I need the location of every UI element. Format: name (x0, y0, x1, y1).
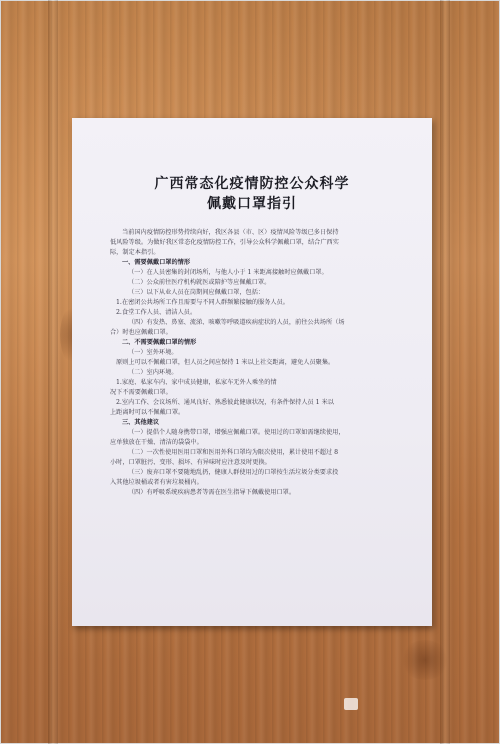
posted-notice (72, 118, 432, 626)
notice-subtitle: 佩戴口罩指引 (207, 196, 297, 212)
notice-paragraph: 合）时也应佩戴口罩。 (110, 329, 172, 336)
notice-paragraph: （一）室外环境。 (128, 349, 178, 356)
section-heading: 三、其他建议 (122, 419, 160, 426)
notice-paragraph: （二）一次性使用医用口罩和医用外科口罩均为限次使用，累计使用不超过 8 (128, 449, 339, 456)
section-heading: 二、不需要佩戴口罩的情形 (122, 339, 197, 346)
notice-paragraph: 原则上可以不佩戴口罩，但人员之间应保持 1 米以上社交距离，避免人员聚集。 (116, 359, 335, 366)
notice-paragraph: （四）有呼吸系统疾病患者等需在医生指导下佩戴使用口罩。 (128, 489, 296, 496)
notice-paragraph: （二）室内环境。 (128, 369, 178, 376)
notice-paragraph: 况下不需要佩戴口罩。 (110, 389, 172, 396)
notice-paragraph: 低风险等级。为做好我区常态化疫情防控工作，引导公众科学佩戴口罩，结合广西实 (110, 239, 339, 246)
notice-paragraph: （四）有发热、鼻塞、流涕、咳嗽等呼吸道疾病症状的人员，前往公共场所（场 (128, 319, 345, 326)
notice-paragraph: （三）废弃口罩不要随地乱扔，健康人群使用过的口罩按生活垃圾分类要求投 (128, 469, 339, 476)
door-panel-edge-right (440, 0, 450, 744)
notice-title: 广西常态化疫情防控公众科学 (154, 176, 350, 192)
notice-paragraph: 2.室内工作、会议场所、通风良好、熟悉彼此健康状况，有条件保持人员 1 米以 (116, 399, 334, 406)
notice-paragraph: 际，制定本指引。 (110, 249, 160, 256)
notice-paragraph: （一）提倡个人随身携带口罩，增强应佩戴口罩。使用过的口罩如需继续使用， (128, 429, 345, 436)
notice-paragraph: 当前国内疫情防控形势持续向好，我区各县（市、区）疫情风险等级已多日保持 (122, 229, 339, 236)
wood-knot (400, 640, 450, 680)
notice-paragraph: （三）以下从业人员在岗期间应佩戴口罩，包括： (128, 289, 265, 296)
tape-scrap (344, 698, 358, 710)
door-panel-edge-left (48, 0, 58, 744)
notice-paragraph: （一）在人员密集的封闭场所，与他人小于 1 米距离接触时应佩戴口罩。 (128, 269, 328, 276)
notice-paragraph: 入其他垃圾桶或者有害垃圾桶内。 (110, 479, 203, 486)
notice-paragraph: 上距离时可以不佩戴口罩。 (110, 409, 185, 416)
section-heading: 一、需要佩戴口罩的情形 (122, 259, 191, 266)
notice-paragraph: 1.家庭、私家车内、家中成员健康，私家车无外人乘坐的情 (116, 379, 277, 386)
notice-paragraph: 小时，口罩脏污、变形、损坏、有异味时应注意及时更换。 (110, 459, 271, 466)
notice-body (110, 228, 400, 498)
notice-paragraph: （二）公众前往医疗机构就医或陪护等应佩戴口罩。 (128, 279, 271, 286)
notice-paragraph: 2.食堂工作人员、清洁人员。 (116, 309, 197, 316)
notice-paragraph: 1.在密闭公共场所工作且需要与不同人群频繁接触的服务人员。 (116, 299, 289, 306)
notice-paragraph: 应单独放在干燥、清洁的袋袋中。 (110, 439, 203, 446)
